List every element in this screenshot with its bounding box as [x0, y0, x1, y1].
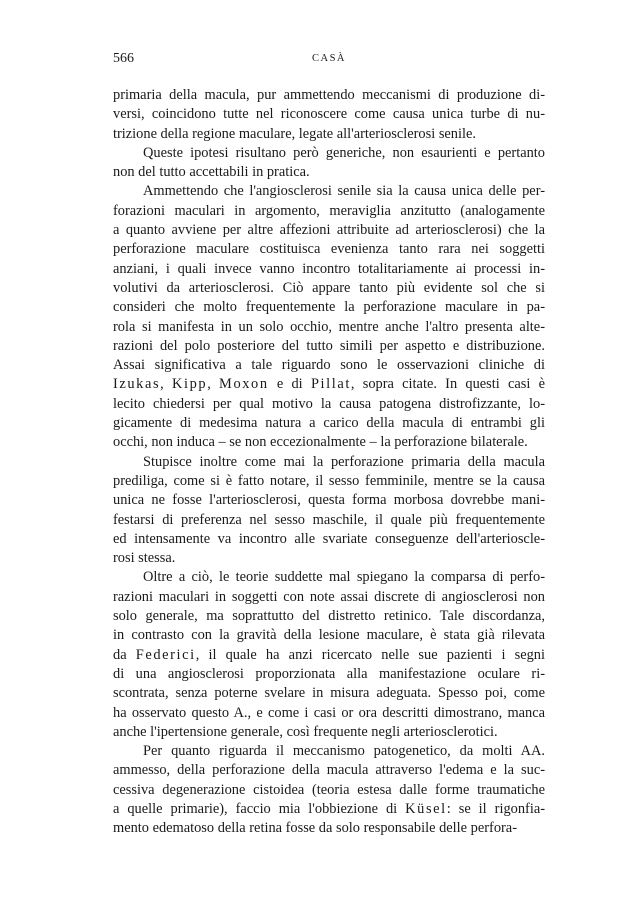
- page-header: [113, 51, 545, 67]
- text-line: occhi, non induca – se non eccezionalmente – la perforazione bilaterale.: [113, 434, 528, 451]
- text-line: festarsi di preferenza nel sesso maschile, il quale più frequentemente: [113, 511, 545, 528]
- text-line: Oltre a ciò, le teorie suddette mal spiegano la comparsa di perfo-: [143, 569, 545, 586]
- paragraph: [113, 86, 545, 144]
- author-name: Küsel: [405, 800, 447, 817]
- text-line: Izukas, Kipp, Moxon e di Pillat, sopra citate. In questi casi è: [113, 376, 546, 393]
- author-name: Izukas: [113, 376, 161, 393]
- text-line: anziani, i quali invece vanno incontro totalitariamente ai processi in-: [113, 260, 545, 277]
- text-line: anche l'ipertensione generale, così frequente negli arteriosclerotici.: [113, 723, 498, 740]
- text-line: Ammettendo che l'angiosclerosi senile sia la causa unica delle per-: [143, 183, 545, 200]
- text-line: prediliga, come si è fatto notare, il sesso femminile, mentre se la causa: [113, 472, 545, 489]
- text-line: in contrasto con la gravità della lesione maculare, è stata già rilevata: [113, 627, 545, 644]
- text-line: a quelle primarie), faccio mia l'obbiezione di Küsel: se il rigonfia-: [113, 800, 546, 817]
- paragraph: [113, 144, 545, 183]
- text-line: ha osservato questo A., e come i casi or ora descritti dimostrano, manca: [113, 704, 545, 721]
- text-line: razioni del polo posteriore del tutto simili per aspetto e distribuzione.: [113, 337, 545, 354]
- text-line: non del tutto accettabili in pratica.: [113, 164, 310, 181]
- text-line: mento edematoso della retina fosse da solo responsabile delle perfora-: [113, 820, 517, 837]
- text-line: consideri che molto frequentemente la perforazione maculare in pa-: [113, 299, 545, 316]
- text-line: Queste ipotesi risultano però generiche, non esaurienti e pertanto: [143, 144, 545, 161]
- text-line: a quanto avviene per altre affezioni attribuite ad arteriosclerosi) che la: [113, 222, 545, 239]
- text-line: Assai significativa a tale riguardo sono le osservazioni cliniche di: [113, 357, 545, 374]
- text-line: forazioni maculari in argomento, meraviglia anzitutto (analogamente: [113, 202, 545, 219]
- text-line: trizione della regione maculare, legate all'arteriosclerosi senile.: [113, 125, 476, 142]
- text-line: di una angiosclerosi proporzionata alla manifestazione oculare ri-: [113, 665, 545, 682]
- paragraph: [113, 453, 545, 569]
- text-line: volutivi da arteriosclerosi. Ciò appare tanto più evidente sol che si: [113, 279, 545, 296]
- author-name: Kipp: [172, 376, 208, 393]
- text-line: lecito chiedersi per qual motivo la causa patogena distrofizzante, lo-: [113, 395, 545, 412]
- text-line: rola si manifesta in un solo occhio, mentre anche l'altro presenta alte-: [113, 318, 545, 335]
- text-line: cessiva degenerazione cistoidea (teoria estesa dalle forme traumatiche: [113, 781, 545, 798]
- text-line: razioni maculari in soggetti con note assai discrete di angiosclerosi non: [113, 588, 545, 605]
- text-line: unica ne fosse l'arteriosclerosi, questa forma morbosa dovrebbe mani-: [113, 492, 545, 509]
- text-line: Stupisce inoltre come mai la perforazione primaria della macula: [143, 453, 545, 470]
- text-line: scontrata, senza poterne svelare in misura adeguata. Spesso poi, come: [113, 685, 545, 702]
- text-line: versi, coincidono tutte nel riconoscere come causa unica turbe di nu-: [113, 106, 545, 123]
- text-line: gicamente di medesima natura a carico della macula di entrambi gli: [113, 415, 545, 432]
- running-head: CASÀ: [311, 53, 346, 64]
- paragraph: [113, 742, 545, 838]
- paragraph: [113, 182, 545, 452]
- text-line: Per quanto riguarda il meccanismo patogenetico, da molti AA.: [143, 743, 545, 760]
- text-line: ammesso, della perforazione della macula attraverso l'edema e la suc-: [113, 762, 545, 779]
- text-line: solo generale, ma soprattutto del distretto retinico. Tale discordanza,: [113, 608, 545, 625]
- author-name: Federici: [135, 646, 196, 663]
- body-text: [113, 86, 545, 839]
- paragraph: [113, 568, 545, 742]
- author-name: Moxon: [219, 376, 269, 393]
- text-line: rosi stessa.: [113, 550, 176, 567]
- author-name: Pillat: [310, 376, 351, 393]
- text-line: perforazione maculare costituisca evenienza tanto rara nei soggetti: [113, 241, 545, 258]
- text-line: primaria della macula, pur ammettendo meccanismi di produzione di-: [113, 87, 545, 103]
- text-line: da Federici, il quale ha anzi ricercato nelle sue pazienti i segni: [113, 646, 545, 663]
- page-number: 566: [113, 51, 134, 66]
- text-line: ed intensamente va incontro alle svariate conseguenze dell'arterioscle-: [113, 530, 545, 547]
